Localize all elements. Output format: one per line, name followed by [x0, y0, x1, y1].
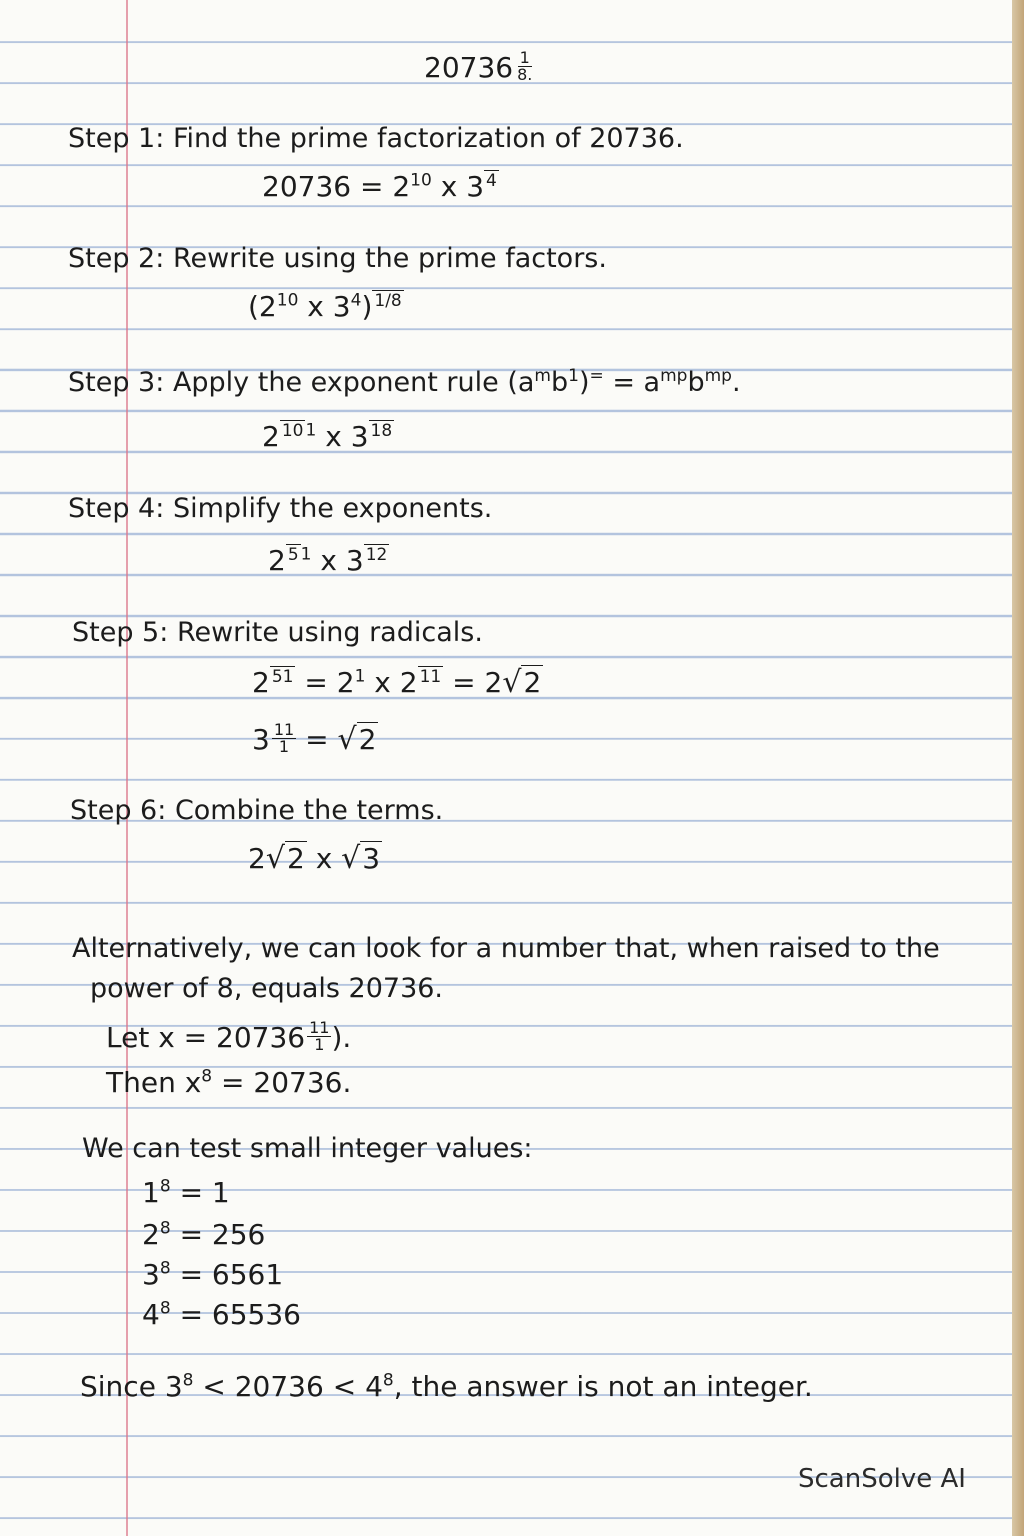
alt-line-1: Alternatively, we can look for a number that, when raised to the — [72, 933, 940, 964]
step-label: Step 4: — [68, 493, 165, 524]
times-sign: x — [325, 420, 342, 453]
let-fraction-exp — [307, 1020, 331, 1053]
alt-then-line — [106, 1066, 351, 1100]
step-label: Step 5: — [72, 617, 169, 648]
step-5-math-line-1 — [252, 666, 543, 700]
step-label: Step 3: — [68, 367, 165, 398]
math-close: ) — [361, 290, 373, 323]
math-exp: 10 — [276, 290, 299, 311]
let-text: Let x = 20736 — [106, 1021, 306, 1054]
radical: √3 — [341, 841, 381, 876]
step-label: Step 2: — [68, 243, 165, 274]
test-row — [142, 1218, 265, 1252]
times-sign: x — [440, 170, 458, 203]
math-base: 3 — [332, 290, 351, 323]
test-base: 3 — [142, 1258, 160, 1291]
math-base: 2 — [268, 544, 286, 577]
step-2-heading — [68, 242, 607, 276]
math-eq: = 2 — [452, 666, 503, 699]
math-lhs: 20736 = — [262, 170, 384, 203]
then-rhs: = 20736. — [221, 1066, 352, 1099]
step-3-math — [262, 420, 394, 454]
rule-exp: mp — [704, 366, 732, 386]
test-exp: 8 — [159, 1176, 171, 1197]
radical: √2 — [265, 841, 305, 876]
rule-exp: = — [589, 366, 604, 386]
math-base: 3 — [350, 420, 369, 453]
math-exp: 4 — [486, 170, 497, 191]
test-row — [142, 1258, 283, 1292]
math-exp: 11 — [419, 666, 442, 687]
step-5-math-line-2 — [252, 722, 378, 757]
rule-exp: m — [534, 366, 551, 386]
times-sign: x — [315, 842, 333, 875]
test-row — [142, 1298, 301, 1332]
math-fraction-exp — [272, 722, 296, 755]
brand-watermark: ScanSolve AI — [798, 1464, 966, 1494]
let-close: ). — [331, 1021, 352, 1054]
math-eq: = — [305, 723, 329, 756]
title-exp-den: 8. — [517, 65, 533, 84]
step-4-heading — [68, 492, 492, 526]
math-exp: 1 — [354, 666, 366, 687]
rule-text: b — [687, 367, 705, 398]
conclusion-text: < 20736 < 4 — [202, 1370, 383, 1403]
rule-text: . — [731, 367, 741, 398]
radical: √2 — [502, 665, 542, 700]
test-exp: 8 — [159, 1298, 171, 1319]
math-base: 3 — [345, 544, 364, 577]
math-base: 3 — [466, 170, 485, 203]
alt-let-line — [106, 1020, 351, 1055]
times-sign: x — [307, 290, 324, 323]
math-outer-exp: 1/8 — [374, 290, 402, 311]
math-exp: 12 — [365, 544, 388, 565]
rule-exp: mp — [660, 366, 688, 386]
conclusion-exp: 8 — [382, 1370, 394, 1391]
step-label: Step 1: — [68, 123, 165, 154]
test-exp: 8 — [159, 1218, 171, 1239]
step-1-math — [262, 170, 499, 204]
step-text: Rewrite using the prime factors. — [172, 243, 607, 274]
radicand: 2 — [286, 842, 305, 875]
step-4-math — [268, 544, 389, 578]
conclusion — [80, 1370, 813, 1404]
step-6-heading — [70, 794, 443, 828]
test-base: 4 — [142, 1298, 160, 1331]
radicand: 3 — [362, 842, 381, 875]
math-exp: 51 — [271, 666, 294, 687]
radicand: 2 — [358, 723, 377, 756]
test-rhs: = 1 — [179, 1176, 230, 1209]
test-rhs: = 6561 — [179, 1258, 284, 1291]
math-exp-mark: 1 — [300, 544, 312, 565]
math-exp: 10 — [281, 420, 304, 441]
math-coef: 2 — [248, 842, 266, 875]
radical: √2 — [337, 722, 377, 757]
problem-title — [424, 50, 534, 85]
test-row — [142, 1176, 230, 1210]
frac-den: 1 — [314, 1035, 325, 1054]
test-base: 1 — [142, 1176, 160, 1209]
test-rhs: = 65536 — [179, 1298, 301, 1331]
math-base: 2 — [399, 666, 418, 699]
radicand: 2 — [523, 666, 542, 699]
title-exponent — [515, 50, 534, 83]
margin-line — [126, 0, 128, 1536]
step-1-heading — [68, 122, 684, 156]
math-eq: = 2 — [304, 666, 355, 699]
math-exp: 5 — [287, 544, 299, 565]
math-open: (2 — [248, 290, 277, 323]
conclusion-exp: 8 — [182, 1370, 194, 1391]
rule-text: ) — [578, 367, 590, 398]
then-text: Then x — [106, 1066, 202, 1099]
title-exp-num: 1 — [519, 48, 530, 67]
test-intro: We can test small integer values: — [82, 1133, 533, 1164]
step-text: Combine the terms. — [174, 795, 444, 826]
conclusion-text: Since 3 — [80, 1370, 183, 1403]
cork-board-edge — [1012, 0, 1024, 1536]
step-2-math — [248, 290, 404, 324]
conclusion-text: , the answer is not an integer. — [393, 1370, 813, 1403]
math-base: 2 — [262, 420, 280, 453]
times-sign: x — [320, 544, 337, 577]
math-exp-mark: 1 — [305, 420, 317, 441]
step-5-heading — [72, 616, 483, 650]
title-base: 20736 — [424, 51, 514, 84]
math-base: 2 — [392, 170, 411, 203]
test-rhs: = 256 — [179, 1218, 266, 1251]
frac-num: 11 — [273, 720, 295, 739]
math-base: 3 — [252, 723, 270, 756]
step-6-math — [248, 842, 382, 876]
times-sign: x — [374, 666, 391, 699]
rule-text: = a — [612, 367, 661, 398]
math-base: 2 — [252, 666, 270, 699]
step-text: Rewrite using radicals. — [176, 617, 483, 648]
math-exp: 18 — [370, 420, 393, 441]
test-exp: 8 — [159, 1258, 171, 1279]
rule-text: b — [550, 367, 569, 398]
step-text: Simplify the exponents. — [172, 493, 493, 524]
frac-den: 1 — [278, 737, 290, 756]
alt-line-2: power of 8, equals 20736. — [90, 973, 444, 1004]
step-text: Find the prime factorization of 20736. — [172, 123, 684, 154]
math-exp: 4 — [350, 290, 362, 311]
math-exp: 10 — [410, 170, 432, 191]
rule-exp: 1 — [568, 366, 579, 386]
step-text: Apply the exponent rule (a — [172, 367, 535, 398]
test-base: 2 — [142, 1218, 160, 1251]
step-label: Step 6: — [70, 795, 167, 826]
step-3-heading — [68, 366, 741, 400]
frac-num: 11 — [309, 1018, 330, 1037]
then-exp: 8 — [201, 1066, 213, 1087]
